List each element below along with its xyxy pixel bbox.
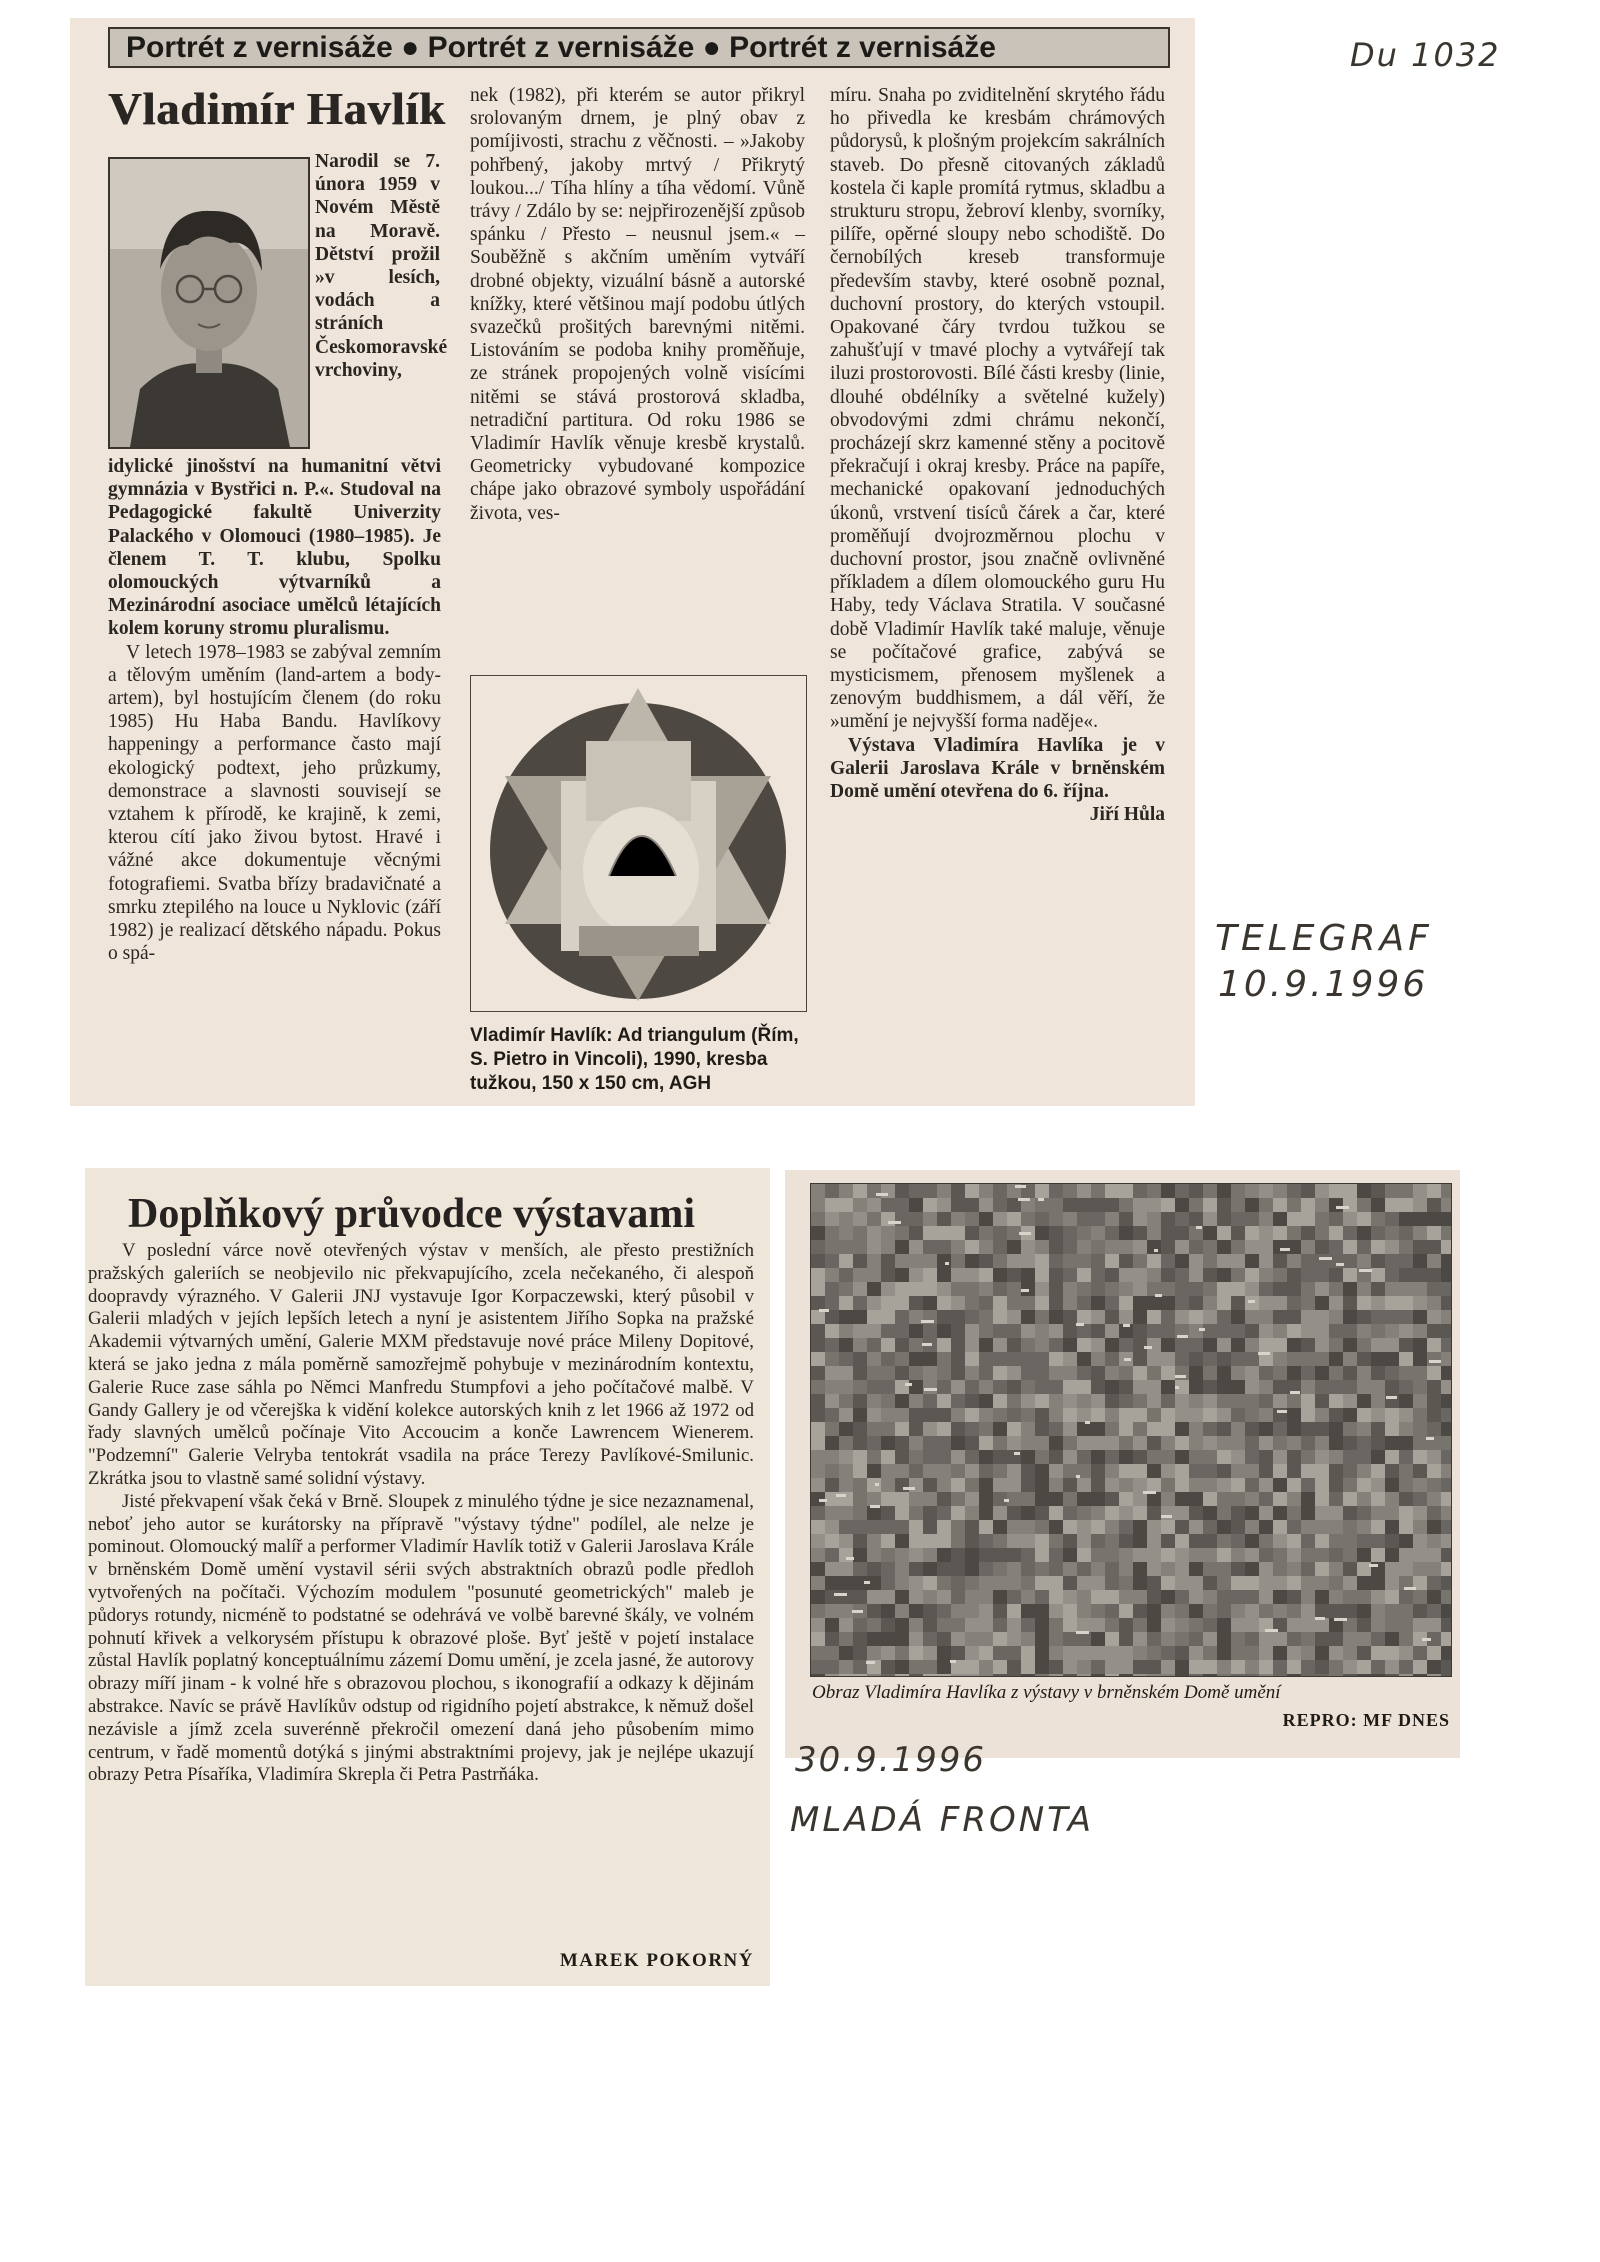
intro-text-beside-photo: Narodil se 7. února 1959 v Novém Městě na Moravě. Dětství prožil »v lesích, vodách a stráních Českomoravské vrchoviny, xyxy=(315,151,448,381)
archive-number-note: Du 1032 xyxy=(1350,36,1501,74)
image-credit: REPRO: MF DNES xyxy=(1282,1710,1450,1730)
artwork-caption: Vladimír Havlík: Ad triangulum (Řím, S. Pietro in Vincoli), 1990, kresba tužkou, 150 x 150 cm, AGH xyxy=(470,1025,799,1094)
handwritten-source-telegraf: TELEGRAF xyxy=(1215,918,1433,959)
article-author: Jiří Hůla xyxy=(1089,804,1165,826)
artist-portrait-photo xyxy=(108,157,310,449)
column-1-body: V letech 1978–1983 se zabýval zemním a tělovým uměním (land-artem a body-artem), byl hostujícím členem (do roku 1985) Hu Haba Bandu. Havlíkovy happeningy a performance často mají ekologický podtext, jeho průzkumy, demonstrace a slavnosti souvisejí se vztahem k přírodě, ke krajině, k zemi, kterou cítí jako živou bytost. Hravé i vážné akce dokumentuje věcnými fotografiemi. Svatba břízy bradavičnaté a smrku ztepilého na louce u Nyklovic (září 1982) je realizací dětského nápadu. Pokus o spá- xyxy=(108,641,441,965)
handwritten-source-mlada-fronta: MLADÁ FRONTA xyxy=(790,1800,1095,1840)
article-column-2 xyxy=(470,84,805,525)
artwork-ad-triangulum-image xyxy=(470,675,807,1012)
section-banner xyxy=(108,27,1170,68)
handwritten-date-mlada-fronta: 30.9.1996 xyxy=(795,1740,987,1780)
article-author-signature: MAREK POKORNÝ xyxy=(559,1950,754,1971)
column-3-body: míru. Snaha po zviditelnění skrytého řádu ho přivedla ke kresbám chrámových půdorysů, k plošným projekcím sakrálních staveb. Do přesně citovaných základů kostela či kaple promítá rytmus, skladbu a strukturu stropu, žebroví klenby, svorníky, pilíře, opěrné sloupy nebo schodiště. Do černobílých kreseb transformuje především stavby, které osobně poznal, duchovní prostory, do kterých vstoupil. Opakované čáry tvrdou tužkou se zahušťují v tmavé plochy a vytvářejí tak iluzi prostorovosti. Bílé části kresby (linie, dlouhé obdélníky a světelné kužely) obvodovými zdmi chrámu nekončí, procházejí skrz kamenné stěny a pocitově překračují i okraj kresby. Práce na papíře, mechanické opakovaní jednoduchých úkonů, vrstvení tisíců čárek a čar, které proměňují dvojrozměrnou plochu v duchovní prostor, jsou značně ovlivněné příkladem a dílem olomouckého guru Hu Haby, tedy Václava Stratila. V současné době Vladimír Havlík také maluje, věnuje se počítačové grafice, zabývá se mysticismem, přenosem myšlenek a zenovým buddhismem, a dál věří, že »umění je nejvyšší forma naděje«. xyxy=(830,85,1165,733)
article-paragraph-1: V poslední várce nově otevřených výstav v menších, ale přesto prestižních pražských galeriích se neobjevilo nic překvapujícího, zcela nečekaného, či alespoň doopravdy výrazného. V Galerii JNJ vystavuje Igor Korpaczewski, který působil v Galerii mladých v jejích lepších letech a nyní je asistentem Jiřího Sopka na pražské Akademii výtvarných umění, Galerie MXM představuje nové práce Mileny Dopitové, která se jako jedna z mála poměrně samozřejmě pohybuje v mezinárodním kontextu, Galerie Ruce zase sáhla po Němci Manfredu Stumpfovi a jeho počítačové malbě. V Gandy Gallery je od včerejška k vidění kolekce autorských knih z let 1966 až 1972 od řady slavných umělců počínaje Vito Accoucim a konče Lawrencem Wienerem. "Podzemní" Galerie Velryba tentokrát vsadila na práce Terezy Pavlíkové-Smilunic. Zkrátka jsou to vlastně samé solidní výstavy. xyxy=(88,1240,754,1489)
banner-text: Portrét z vernisáže ● Portrét z vernisáže ● Portrét z vernisáže xyxy=(126,30,996,64)
article-column-3 xyxy=(830,84,1165,827)
column-2-body: nek (1982), při kterém se autor přikryl srolovaným drnem, je plný obav z pomíjivosti, strachu z věčnosti. – »Jakoby pohřbený, jakoby mrtvý / Přikrytý loukou.../ Tíha hlíny a tíha vědomí. Vůně trávy / Zdálo by se: nejpřirozenější způsob spánku / Přesto – neusnul jsem.« – Souběžně s akčním uměním vytváří drobné objekty, vizuální básně a autorské knížky, které většinou mají podobu útlých svazečků prošitých barevnými nitěmi. Listováním se podoba knihy proměňuje, ze stránek propojených volně visícími nitěmi se stává prostorová skladba, netradiční partitura. Od roku 1986 se Vladimír Havlík věnuje kresbě krystalů. Geometricky vybudované kompozice chápe jako obrazové symboly uspořádání života, ves- xyxy=(470,85,805,524)
handwritten-date-telegraf: 10.9.1996 xyxy=(1218,964,1429,1005)
exhibition-note: Výstava Vladimíra Havlíka je v Galerii Jaroslava Krále v brněnském Domě umění otevřena do 6. října. xyxy=(830,734,1165,803)
article-paragraph-2: Jisté překvapení však čeká v Brně. Sloupek z minulého týdne je sice nezaznamenal, neboť jeho autor se kurátorsky na přípravě "výstavy týdne" podílel, ale nelze je pominout. Olomoucký malíř a performer Vladimír Havlík totiž v Galerii Jaroslava Krále v brněnském Domě umění vystavil sérii svých abstraktních obrazů podle předloh vytvořených na počítači. Výchozím modulem "posunuté geometrických" maleb je půdorys rotundy, nicméně to podstatné se odehrává ve volbě barevné škály, ve volném pohnutí křivek a velkorysém přístupu k obrazové ploše. Byť ještě v pojetí instalace zůstal Havlík poplatný konceptuálnímu zázemí Domu umění, je zcela jasné, že autorovy obrazy míří jinam - k volné hře s obrazovou plochou, s ikonografií a odkazy k dějinám abstrakce. Navíc se právě Havlíkův odstup od rigidního pojetí abstrakce, k němuž došel nezávisle a jímž zcela suverénně překročil omezení daná jeho působením mimo centrum, v řadě momentů dotýká s jinými abstraktními projevy, jak je nejlépe ukazují obrazy Petra Písaříka, Vladimíra Skrepla či Petra Pastrňáka. xyxy=(88,1490,754,1786)
image-caption: Obraz Vladimíra Havlíka z výstavy v brněnském Domě umění xyxy=(812,1682,1281,1703)
article-column-1 xyxy=(108,455,441,965)
article-title: Doplňkový průvodce výstavami xyxy=(128,1191,696,1237)
intro-text-continued: idylické jinošství na humanitní větvi gymnázia v Bystřici n. P.«. Studoval na Pedagogické fakultě Univerzity Palackého v Olomouci (1980–1985). Je členem T. T. klubu, Spolku olomouckých výtvarníků a Mezinárodní asociace umělců létajících kolem koruny stromu pluralismu. xyxy=(108,456,441,640)
mlada-fronta-article-body xyxy=(88,1240,754,1787)
abstract-painting-reproduction xyxy=(810,1183,1452,1677)
article-headline: Vladimír Havlík xyxy=(108,83,446,134)
